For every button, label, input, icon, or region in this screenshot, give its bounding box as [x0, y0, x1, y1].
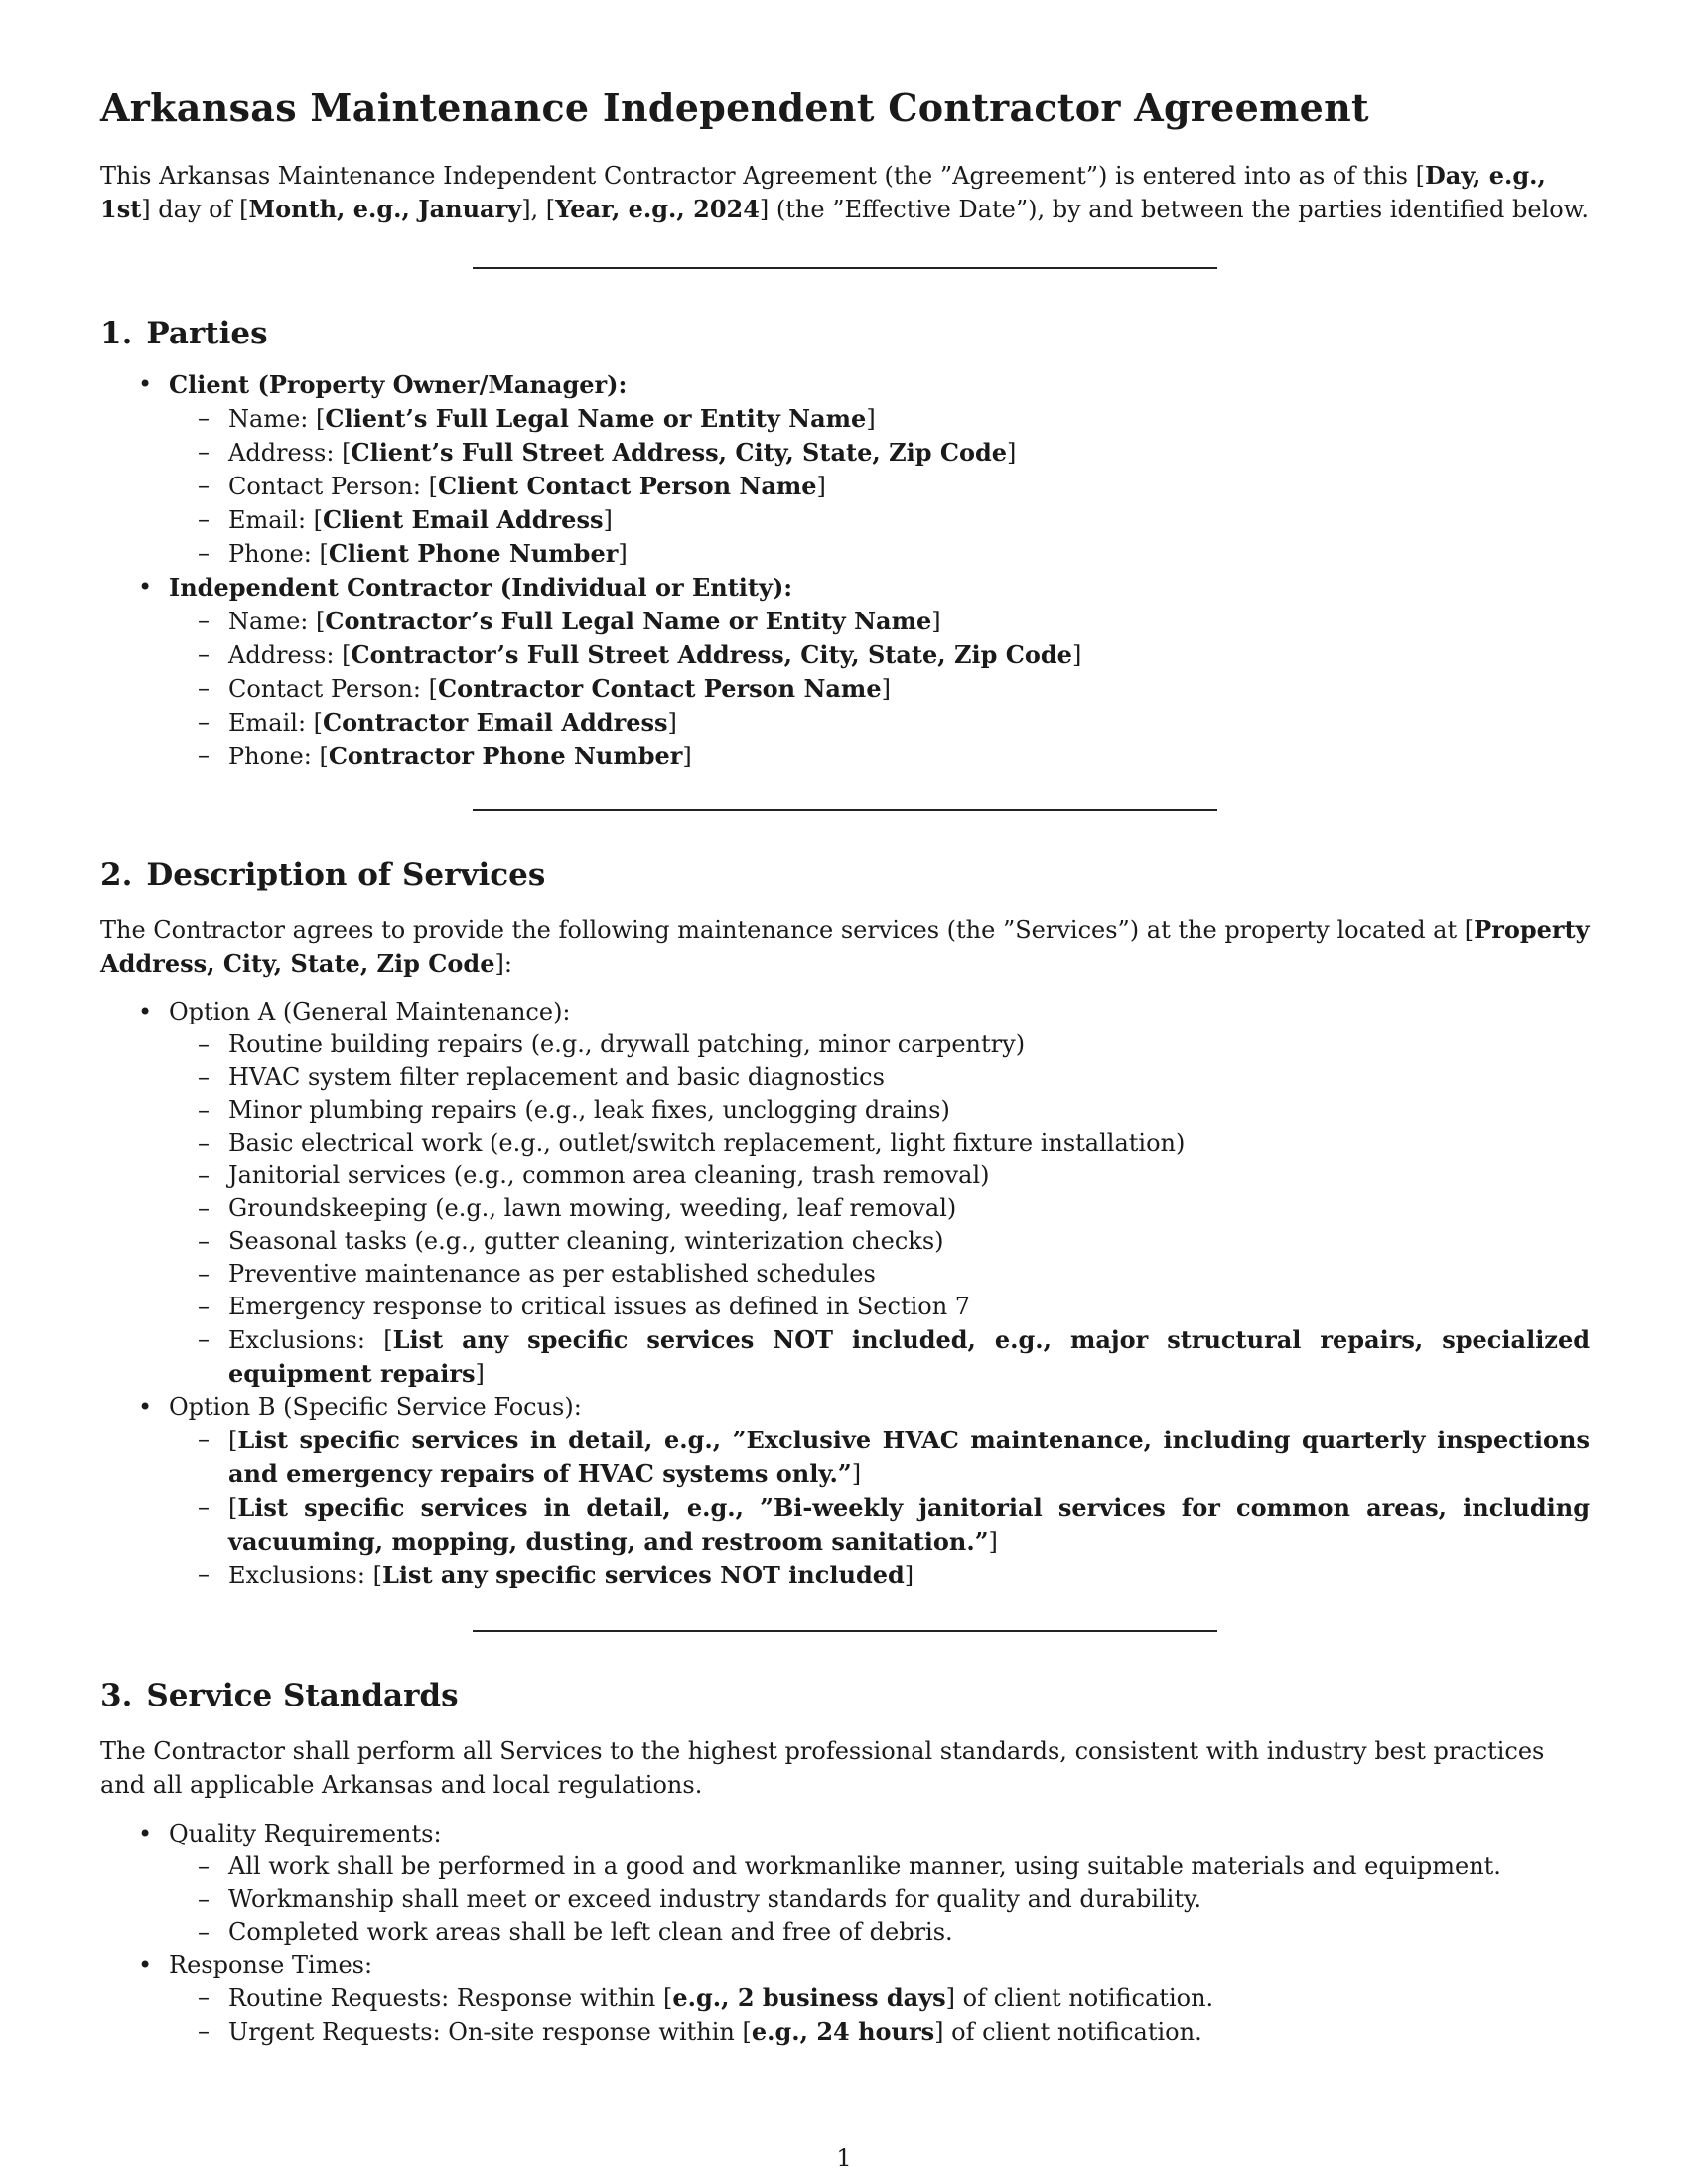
standards-intro: The Contractor shall perform all Services to the highest professional standards, consistent with industry best practices and all applicable Arkansas and local regulations.: [100, 1737, 1545, 1799]
option-b-details: [169, 1424, 1590, 1592]
client-contact-placeholder: Client Contact Person Name: [438, 472, 817, 500]
intro-text-3: (the ”Effective Date”), by and between the parties identified below.: [769, 196, 1590, 223]
field-label: Exclusions:: [228, 1326, 384, 1354]
section-number: 3.: [100, 1678, 133, 1713]
section-2-heading: [100, 857, 545, 892]
quality-details: [169, 1850, 1590, 1949]
standards-list: [100, 1818, 1590, 2049]
field-label: Address:: [228, 439, 343, 467]
option-a-item: [100, 996, 1590, 1391]
section-divider: [473, 267, 1217, 269]
list-item: – Janitorial services (e.g., common area cleaning, trash removal): [169, 1160, 1590, 1192]
day-placeholder: Day, e.g., 1st: [100, 161, 1546, 223]
section-title: Description of Services: [146, 857, 546, 892]
contractor-name-placeholder: Contractor’s Full Legal Name or Entity Name: [325, 607, 932, 635]
contractor-address-placeholder: Contractor’s Full Street Address, City, State, Zip Code: [351, 640, 1072, 669]
list-item: – Urgent Requests: On-site response within [e.g., 24 hours] of client notification.: [169, 2015, 1590, 2049]
client-phone-placeholder: Client Phone Number: [328, 539, 619, 568]
field-label: Phone:: [228, 540, 320, 568]
option-b-item-2-placeholder: List specific services in detail, e.g., ”Bi-weekly janitorial services for common areas, including vacuuming, mopping, dusting, and restroom sanitation.”: [228, 1493, 1590, 1556]
list-item: – Phone: [Client Phone Number]: [169, 537, 1590, 571]
field-label: Exclusions:: [228, 1562, 373, 1589]
option-b-item-1-placeholder: List specific services in detail, e.g., ”Exclusive HVAC maintenance, including quarterly inspections and emergency repairs of HVAC systems only.”: [228, 1426, 1590, 1488]
list-item: – HVAC system filter replacement and basic diagnostics: [169, 1061, 1590, 1094]
list-item: – Phone: [Contractor Phone Number]: [169, 740, 1590, 773]
option-b-label: Option B (Specific Service Focus):: [169, 1393, 582, 1421]
field-label: Name:: [228, 405, 316, 433]
intro-text-1: This Arkansas Maintenance Independent Contractor Agreement (the ”Agreement”) is entered into as of this: [100, 162, 1416, 190]
field-label: Name:: [228, 608, 316, 635]
list-item: – Completed work areas shall be left clean and free of debris.: [169, 1916, 1590, 1949]
section-divider: [473, 1630, 1217, 1632]
field-label: Phone:: [228, 743, 320, 770]
response-details: [169, 1981, 1590, 2049]
field-label: Address:: [228, 641, 343, 669]
client-details: [169, 402, 1590, 571]
urgent-response-placeholder: e.g., 24 hours: [751, 2017, 935, 2046]
list-item: – Address: [Contractor’s Full Street Address, City, State, Zip Code]: [169, 638, 1590, 672]
property-placeholder: Property Address, City, State, Zip Code: [100, 915, 1590, 978]
field-label: Email:: [228, 709, 314, 737]
list-item: – Minor plumbing repairs (e.g., leak fixes, unclogging drains): [169, 1094, 1590, 1127]
list-text: of client notification.: [943, 2018, 1202, 2046]
list-item: – Name: [Client’s Full Legal Name or Entity Name]: [169, 402, 1590, 436]
contractor-details: [169, 605, 1590, 773]
option-b-exclusions-placeholder: List any specific services NOT included: [381, 1561, 905, 1589]
list-item: – Exclusions: [List any specific services NOT included]: [169, 1559, 1590, 1592]
services-intro: The Contractor agrees to provide the following maintenance services (the ”Services”) at the property located at [Property Address, City, State, Zip Code]:: [100, 915, 1590, 978]
list-item: – Name: [Contractor’s Full Legal Name or Entity Name]: [169, 605, 1590, 638]
list-item: – Email: [Client Email Address]: [169, 503, 1590, 537]
option-a-exclusions-placeholder: List any specific services NOT included, e.g., major structural repairs, specialized equipment repairs: [228, 1325, 1590, 1388]
list-text: Routine Requests: Response within: [228, 1984, 663, 2012]
field-label: Contact Person:: [228, 675, 429, 703]
list-item: – All work shall be performed in a good and workmanlike manner, using suitable materials and equipment.: [169, 1850, 1590, 1883]
option-a-label: Option A (General Maintenance):: [169, 998, 571, 1025]
month-placeholder: Month, e.g., January: [248, 195, 522, 223]
client-item: [100, 368, 1590, 571]
contractor-heading: Independent Contractor (Individual or Entity):: [169, 573, 793, 602]
list-item: – Groundskeeping (e.g., lawn mowing, weeding, leaf removal): [169, 1192, 1590, 1225]
list-item: – Address: [Client’s Full Street Address, City, State, Zip Code]: [169, 436, 1590, 470]
client-address-placeholder: Client’s Full Street Address, City, State, Zip Code: [351, 438, 1007, 467]
section-divider: [473, 809, 1217, 811]
intro-text-2: day of: [158, 196, 240, 223]
option-b-item: [100, 1391, 1590, 1592]
services-intro-text: The Contractor agrees to provide the following maintenance services (the ”Services”) at the property located at: [100, 916, 1465, 944]
contractor-contact-placeholder: Contractor Contact Person Name: [438, 674, 882, 703]
quality-label: Quality Requirements:: [169, 1820, 442, 1847]
list-text: of client notification.: [955, 1984, 1214, 2012]
list-item: – [List specific services in detail, e.g., ”Exclusive HVAC maintenance, including quarterly inspections and emergency repairs of HVAC systems only.”]: [169, 1424, 1590, 1491]
list-text: Urgent Requests: On-site response within: [228, 2018, 743, 2046]
section-number: 2.: [100, 857, 133, 892]
response-item: [100, 1949, 1590, 2049]
section-title: Parties: [146, 316, 268, 351]
page-number: 1: [836, 2144, 852, 2172]
quality-item: [100, 1818, 1590, 1949]
list-item: – Seasonal tasks (e.g., gutter cleaning, winterization checks): [169, 1225, 1590, 1258]
section-1-heading: [100, 316, 268, 351]
field-label: Contact Person:: [228, 473, 429, 500]
contractor-item: [100, 571, 1590, 773]
client-email-placeholder: Client Email Address: [323, 505, 604, 534]
list-item: – Contact Person: [Client Contact Person Name]: [169, 470, 1590, 503]
list-item: – Basic electrical work (e.g., outlet/switch replacement, light fixture installation): [169, 1127, 1590, 1160]
services-list: [100, 996, 1590, 1592]
list-item: – Email: [Contractor Email Address]: [169, 706, 1590, 740]
section-title: Service Standards: [146, 1678, 459, 1713]
field-label: Email:: [228, 506, 314, 534]
section-number: 1.: [100, 316, 133, 351]
list-item: – Emergency response to critical issues as defined in Section 7: [169, 1291, 1590, 1323]
list-item: – Workmanship shall meet or exceed industry standards for quality and durability.: [169, 1883, 1590, 1916]
response-label: Response Times:: [169, 1951, 373, 1979]
year-placeholder: Year, e.g., 2024: [555, 195, 760, 223]
document-title: Arkansas Maintenance Independent Contractor Agreement: [100, 85, 1369, 130]
client-heading: Client (Property Owner/Manager):: [169, 370, 628, 399]
list-item: – [List specific services in detail, e.g., ”Bi-weekly janitorial services for common areas, including vacuuming, mopping, dusting, and restroom sanitation.”]: [169, 1491, 1590, 1559]
option-a-details: [169, 1028, 1590, 1391]
client-name-placeholder: Client’s Full Legal Name or Entity Name: [325, 404, 867, 433]
contractor-email-placeholder: Contractor Email Address: [323, 708, 668, 737]
section-3-heading: [100, 1678, 459, 1713]
punctuation: :: [503, 950, 512, 978]
routine-response-placeholder: e.g., 2 business days: [672, 1983, 946, 2012]
parties-list: [100, 368, 1590, 773]
intro-paragraph: This Arkansas Maintenance Independent Contractor Agreement (the ”Agreement”) is entered into as of this [Day, e.g., 1st] day of [Month, e.g., January], [Year, e.g., 2024] (the ”Effective Date”), by and between the parties identified below.: [100, 161, 1590, 223]
list-item: – Exclusions: [List any specific services NOT included, e.g., major structural repairs, specialized equipment repairs]: [169, 1323, 1590, 1391]
list-item: – Routine building repairs (e.g., drywall patching, minor carpentry): [169, 1028, 1590, 1061]
list-item: – Preventive maintenance as per established schedules: [169, 1258, 1590, 1291]
list-item: – Routine Requests: Response within [e.g., 2 business days] of client notification.: [169, 1981, 1590, 2015]
list-item: – Contact Person: [Contractor Contact Person Name]: [169, 672, 1590, 706]
contractor-phone-placeholder: Contractor Phone Number: [328, 742, 683, 770]
